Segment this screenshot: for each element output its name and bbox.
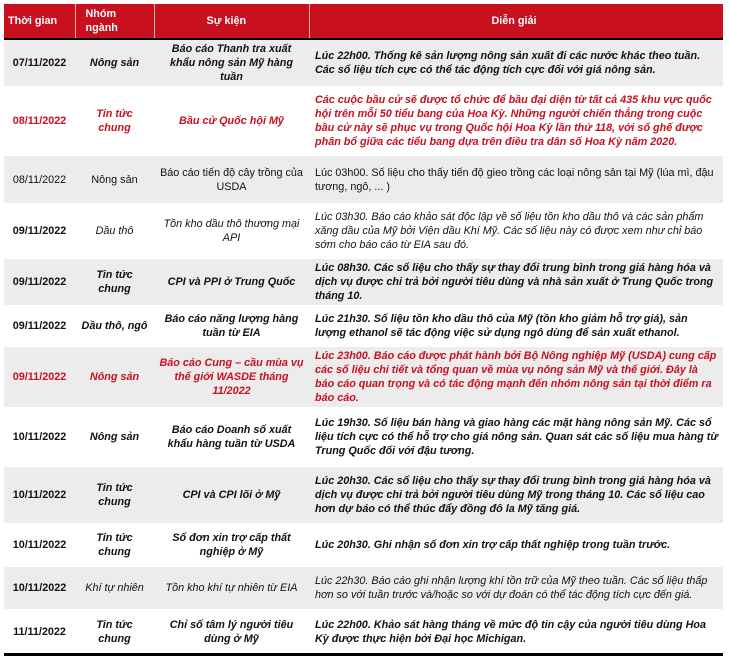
- row-event: Báo cáo Thanh tra xuất khẩu nông sản Mỹ hàng tuần: [154, 39, 309, 87]
- row-description: Lúc 22h00. Khảo sát hàng tháng về mức độ tin cậy của người tiêu dùng Hoa Kỳ được thực hiện bởi Đại học Michigan.: [309, 610, 723, 655]
- row-event: CPI và CPI lõi ở Mỹ: [154, 467, 309, 524]
- table-row: [4, 524, 723, 567]
- row-date: 09/11/2022: [4, 306, 75, 347]
- row-event: Báo cáo tiến độ cây trồng của USDA: [154, 156, 309, 204]
- row-event: Tồn kho khí tự nhiên từ EIA: [154, 567, 309, 610]
- row-event: Chỉ số tâm lý người tiêu dùng ở Mỹ: [154, 610, 309, 655]
- economic-calendar-table: [4, 4, 723, 656]
- row-event: Báo cáo Cung – cầu mùa vụ thế giới WASDE tháng 11/2022: [154, 347, 309, 408]
- row-sector: Dầu thô: [75, 204, 154, 259]
- row-event: Báo cáo Doanh số xuất khẩu hàng tuần từ USDA: [154, 408, 309, 467]
- row-event: Báo cáo năng lượng hàng tuần từ EIA: [154, 306, 309, 347]
- row-event: Số đơn xin trợ cấp thất nghiệp ở Mỹ: [154, 524, 309, 567]
- row-description: Lúc 03h00. Số liệu cho thấy tiến độ gieo trồng các loại nông sản tại Mỹ (lúa mì, đậu tương, ngô, ... ): [309, 156, 723, 204]
- header-date: Thời gian: [4, 4, 75, 39]
- row-event: Tồn kho dầu thô thương mại API: [154, 204, 309, 259]
- row-date: 10/11/2022: [4, 467, 75, 524]
- row-sector: Dầu thô, ngô: [75, 306, 154, 347]
- row-date: 07/11/2022: [4, 39, 75, 87]
- row-description: Lúc 20h30. Ghi nhận số đơn xin trợ cấp thất nghiệp trong tuần trước.: [309, 524, 723, 567]
- row-sector: Tin tức chung: [75, 610, 154, 655]
- row-description: Lúc 22h30. Báo cáo ghi nhận lượng khí tồn trữ của Mỹ theo tuần. Các số liệu thấp hơn so với tuần trước và/hoặc so với dự đoán có thể tác động tích cực đến giá.: [309, 567, 723, 610]
- row-description: Lúc 03h30. Báo cáo khảo sát độc lập về số liệu tồn kho dầu thô và các sản phẩm xăng dầu của Mỹ bởi Viện dầu Khí Mỹ. Các số liệu này có được xem như chỉ báo sớm cho báo cáo từ EIA sau đó.: [309, 204, 723, 259]
- row-description: Lúc 08h30. Các số liệu cho thấy sự thay đổi trung bình trong giá hàng hóa và dịch vụ được chi trả bởi người tiêu dùng và nhà sản xuất ở Trung Quốc trong tháng 10.: [309, 259, 723, 306]
- table-row: [4, 39, 723, 87]
- header-event: Sự kiện: [154, 4, 309, 39]
- row-description: Lúc 19h30. Số liệu bán hàng và giao hàng các mặt hàng nông sản Mỹ. Các số liệu tích cực có thể hỗ trợ cho giá nông sản. Quan sát các số liệu mua hàng từ Trung Quốc đối với đậu tương.: [309, 408, 723, 467]
- row-date: 08/11/2022: [4, 87, 75, 156]
- row-date: 11/11/2022: [4, 610, 75, 655]
- row-date: 10/11/2022: [4, 408, 75, 467]
- row-description: Lúc 21h30. Số liệu tồn kho dầu thô của Mỹ (tồn kho giảm hỗ trợ giá), sản lượng ethanol sẽ tác động việc sử dụng ngô dùng để sản xuất ethanol.: [309, 306, 723, 347]
- row-event: CPI và PPI ở Trung Quốc: [154, 259, 309, 306]
- row-description: Các cuộc bầu cử sẽ được tổ chức để bầu đại diện từ tất cả 435 khu vực quốc hội trên mỗi 50 tiểu bang của Hoa Kỳ. Những người chiến thắng trong cuộc bầu cử này sẽ phục vụ trong Quốc hội Hoa Kỳ lần thứ 118, với số ghế được phân bổ giữa các tiểu bang dựa trên điều tra dân số Hoa Kỳ năm 2020.: [309, 87, 723, 156]
- header-row: [4, 4, 723, 39]
- row-sector: Nông sản: [75, 347, 154, 408]
- row-event: Bầu cử Quốc hội Mỹ: [154, 87, 309, 156]
- row-sector: Khí tự nhiên: [75, 567, 154, 610]
- table-header: [4, 4, 723, 39]
- table-row: [4, 156, 723, 204]
- row-date: 08/11/2022: [4, 156, 75, 204]
- row-date: 09/11/2022: [4, 204, 75, 259]
- row-sector: Tin tức chung: [75, 524, 154, 567]
- row-sector: Nông sản: [75, 408, 154, 467]
- table-row: [4, 306, 723, 347]
- row-description: Lúc 23h00. Báo cáo được phát hành bởi Bộ Nông nghiệp Mỹ (USDA) cung cấp các số liệu chi tiết và tổng quan về mùa vụ nông sản Mỹ và thế giới. Đây là báo cáo quan trọng và có tác động mạnh đến nhóm nông sản tại thời điểm ra báo cáo.: [309, 347, 723, 408]
- table-body: [4, 39, 723, 655]
- row-date: 09/11/2022: [4, 259, 75, 306]
- row-description: Lúc 22h00. Thống kê sản lượng nông sản xuất đi các nước khác theo tuần. Các số liệu tích cực có thể tác động tích cực đối với giá nông sản.: [309, 39, 723, 87]
- row-sector: Tin tức chung: [75, 467, 154, 524]
- row-sector: Tin tức chung: [75, 259, 154, 306]
- table-row: [4, 467, 723, 524]
- row-date: 10/11/2022: [4, 524, 75, 567]
- table-row: [4, 347, 723, 408]
- row-sector: Nông sản: [75, 39, 154, 87]
- table-row: [4, 259, 723, 306]
- row-description: Lúc 20h30. Các số liệu cho thấy sự thay đổi trung bình trong giá hàng hóa và dịch vụ được chi trả bởi người tiêu dùng Mỹ trong tháng 10. Các số liệu cao hơn dự báo có thể thúc đẩy đồng đô la Mỹ tăng giá.: [309, 467, 723, 524]
- row-date: 09/11/2022: [4, 347, 75, 408]
- table-row: [4, 567, 723, 610]
- table-row: [4, 87, 723, 156]
- header-sector: Nhóm ngành: [75, 4, 154, 39]
- table-row: [4, 204, 723, 259]
- table-row: [4, 610, 723, 655]
- row-sector: Tin tức chung: [75, 87, 154, 156]
- row-sector: Nông sản: [75, 156, 154, 204]
- header-description: Diễn giải: [309, 4, 723, 39]
- row-date: 10/11/2022: [4, 567, 75, 610]
- table-row: [4, 408, 723, 467]
